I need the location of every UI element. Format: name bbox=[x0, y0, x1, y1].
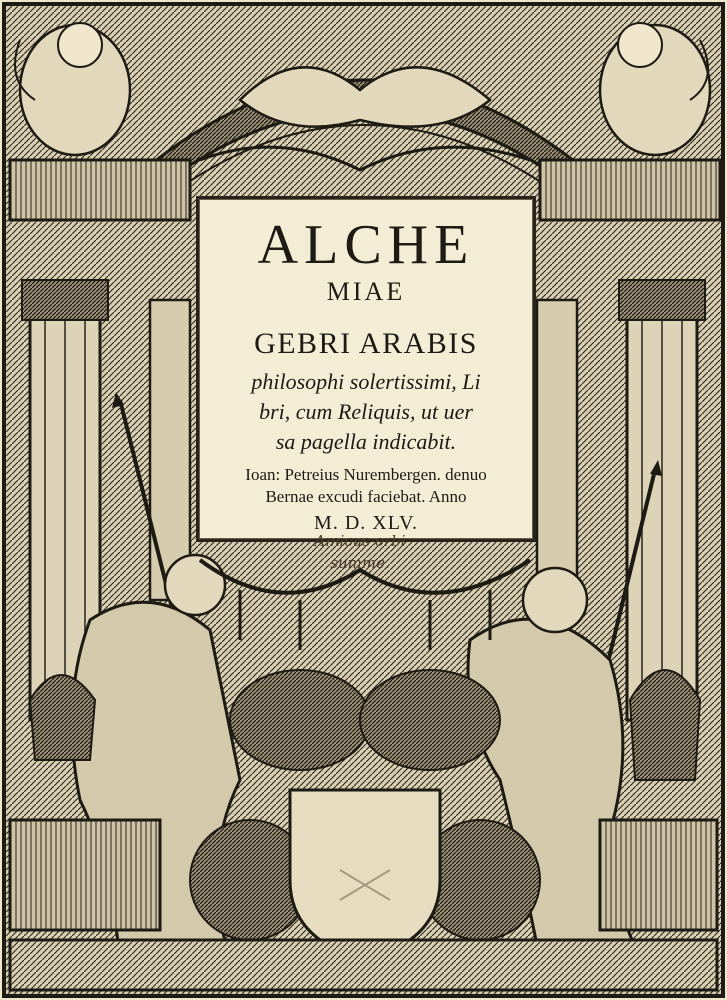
left-entablature bbox=[10, 160, 190, 220]
title-line-alche: ALCHE bbox=[257, 214, 475, 276]
subtitle-line-1: philosophi solertissimi, Li bbox=[251, 369, 481, 394]
right-urn bbox=[630, 670, 700, 780]
subtitle-line-3: sa pagella indicabit. bbox=[275, 429, 457, 454]
left-inner-column bbox=[150, 300, 190, 600]
left-plinth bbox=[10, 820, 160, 930]
title-cartouche bbox=[196, 196, 536, 542]
imprint-line-2: Bernae excudi faciebat. Anno bbox=[265, 487, 467, 506]
title-line-miae: MIAE bbox=[326, 277, 406, 306]
publication-date: M. D. XLV. bbox=[314, 512, 418, 534]
right-entablature bbox=[540, 160, 720, 220]
left-urn bbox=[30, 675, 95, 760]
right-plinth bbox=[600, 820, 717, 930]
blank-shield bbox=[290, 790, 440, 960]
imprint-line-1: Ioan: Petreius Nurembergen. denuo bbox=[245, 465, 487, 484]
right-cherub-figure bbox=[600, 23, 710, 155]
inscription-line-1: Amicus orbi bbox=[314, 532, 406, 550]
inscription-line-2: summe. bbox=[330, 554, 390, 572]
handwritten-inscription bbox=[280, 530, 440, 574]
subtitle-line-2: bri, cum Reliquis, ut uer bbox=[259, 399, 473, 424]
right-inner-column bbox=[537, 300, 577, 600]
right-column bbox=[619, 280, 705, 720]
ground-base bbox=[10, 940, 717, 990]
author-line: GEBRI ARABIS bbox=[254, 327, 478, 360]
